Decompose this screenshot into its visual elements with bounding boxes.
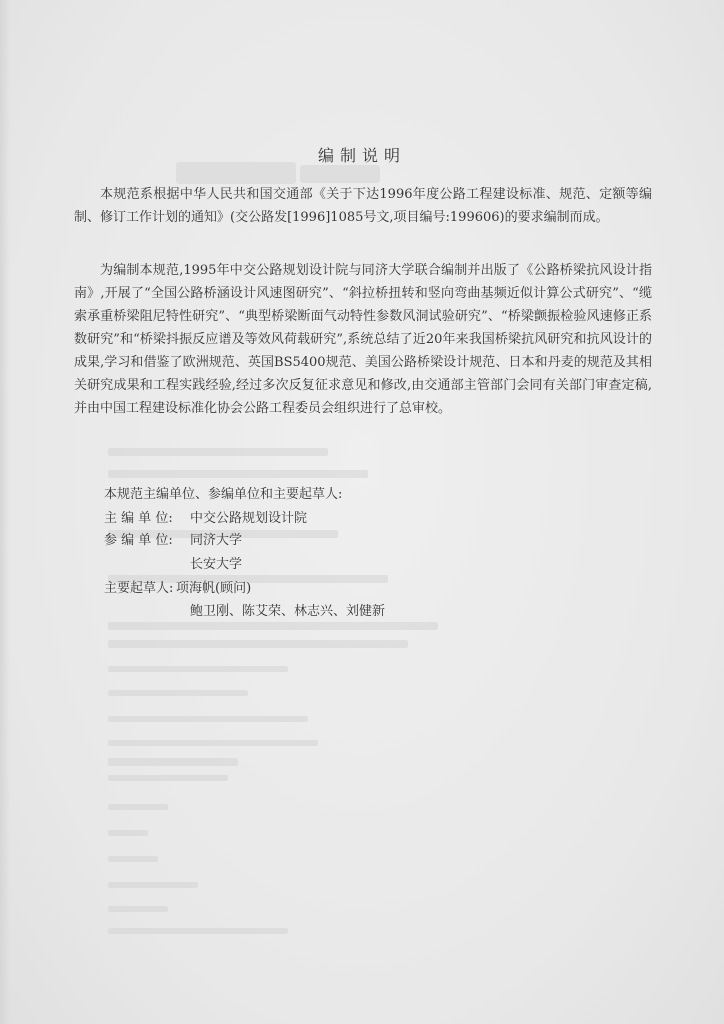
participating-unit-label: 参 编 单 位: <box>104 533 173 548</box>
participating-unit-2: 长安大学 <box>190 557 243 572</box>
paragraph-process: 为编制本规范,1995年中交公路规划设计院与同济大学联合编制并出版了《公路桥梁抗风设计指南》,开展了“全国公路桥涵设计风速图研究”、“斜拉桥扭转和竖向弯曲基频近似计算公式研究”、“缆索承重桥梁阻尼特性研究”、“典型桥梁断面气动特性参数风洞试验研究”、“桥梁颤振检验风速修正系数研究”和“桥梁抖振反应谱及等效风荷载研究”,系统总结了近20年来我国桥梁抗风研究和抗风设计的成果,学习和借鉴了欧洲规范、英国BS5400规范、美国公路桥梁设计规范、日本和丹麦的规范及其相关研究成果和工程实践经验,经过多次反复征求意见和修改,由交通部主管部门会同有关部门审查定稿,并由中国工程建设标准化协会公路工程委员会组织进行了总审校。 <box>74 263 652 416</box>
drafter-names: 鲍卫刚、陈艾荣、林志兴、刘健新 <box>190 604 386 619</box>
drafters-label: 主要起草人: <box>104 581 174 596</box>
participating-unit-1: 同济大学 <box>190 533 243 548</box>
units-intro: 本规范主编单位、参编单位和主要起草人: <box>104 487 343 502</box>
drafter-advisor: 项海帆(顾问) <box>176 581 252 596</box>
chief-unit-value: 中交公路规划设计院 <box>190 511 308 526</box>
paragraph-basis: 本规范系根据中华人民共和国交通部《关于下达1996年度公路工程建设标准、规范、定额等编制、修订工作计划的通知》(交公路发[1996]1085号文,项目编号:199606)的要求编制而成。 <box>74 187 652 225</box>
chief-unit-label: 主 编 单 位: <box>104 511 173 526</box>
page-title: 编制说明 <box>317 146 406 165</box>
